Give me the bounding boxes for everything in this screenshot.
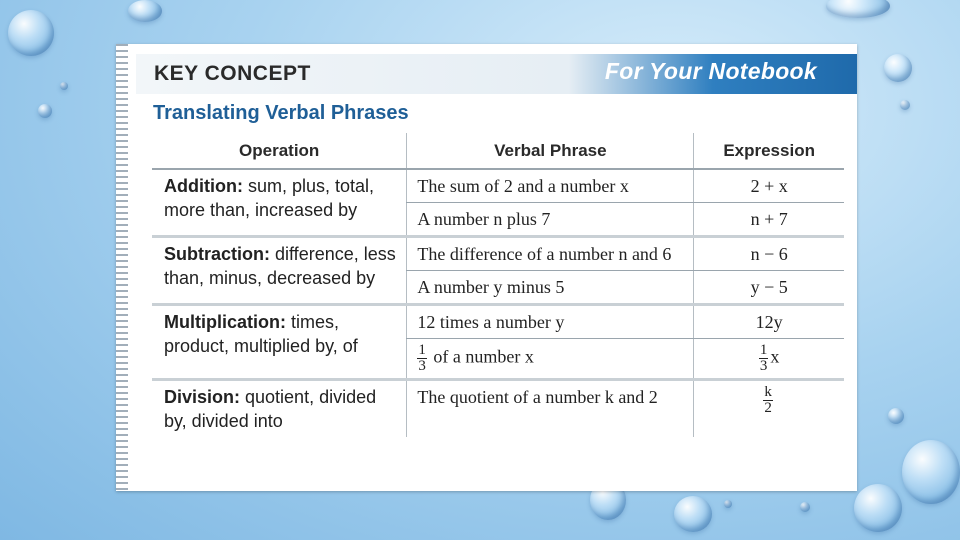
fraction-denominator: 2 <box>764 400 772 416</box>
fraction-denominator: 3 <box>418 358 426 374</box>
water-drop-icon <box>128 0 162 22</box>
verbal-phrase-cell <box>407 339 694 380</box>
header-expression: Expression <box>694 133 844 169</box>
water-drop-icon <box>900 100 910 110</box>
section-subtitle: Translating Verbal Phrases <box>153 102 409 124</box>
verbal-phrase-cell: The difference of a number n and 6 <box>407 237 694 271</box>
water-drop-icon <box>38 104 52 118</box>
key-concept-title: KEY CONCEPT <box>154 62 311 85</box>
header-operation: Operation <box>152 133 407 169</box>
water-drop-icon <box>854 484 902 532</box>
table-row <box>152 169 844 203</box>
operation-name: Subtraction: <box>164 244 270 264</box>
header-verbal-phrase: Verbal Phrase <box>407 133 694 169</box>
expression-cell <box>694 339 844 380</box>
operation-words: quotient, divided by, divided into <box>164 387 377 431</box>
verbal-phrase-cell: A number n plus 7 <box>407 203 694 237</box>
fraction-numerator: k <box>764 384 772 400</box>
water-drop-icon <box>8 10 54 56</box>
expression-cell: n − 6 <box>694 237 844 271</box>
fraction <box>759 343 769 374</box>
fraction-numerator: 1 <box>759 342 768 358</box>
operation-cell <box>152 237 407 305</box>
key-concept-card <box>116 44 857 491</box>
verbal-phrase-cell: The sum of 2 and a number x <box>407 169 694 203</box>
verbal-phrase-cell: 12 times a number y <box>407 305 694 339</box>
banner <box>136 54 857 94</box>
expression-cell: 12y <box>694 305 844 339</box>
expression-cell: 2 + x <box>694 169 844 203</box>
expression-cell <box>694 380 844 438</box>
expression-cell: n + 7 <box>694 203 844 237</box>
operation-name: Multiplication: <box>164 312 286 332</box>
water-drop-icon <box>884 54 912 82</box>
operation-words: sum, plus, total, more than, increased by <box>164 176 375 220</box>
verbal-phrase-cell: A number y minus 5 <box>407 271 694 305</box>
verbal-phrase-cell: The quotient of a number k and 2 <box>407 380 694 438</box>
expression-cell: y − 5 <box>694 271 844 305</box>
water-drop-icon <box>902 440 960 504</box>
table-row <box>152 237 844 271</box>
water-drop-icon <box>888 408 904 424</box>
phrases-table <box>152 133 844 437</box>
spiral-binding <box>116 44 128 491</box>
table-row <box>152 305 844 339</box>
water-drop-icon <box>800 502 810 512</box>
operation-cell <box>152 169 407 237</box>
operation-name: Addition: <box>164 176 243 196</box>
notebook-title: For Your Notebook <box>604 58 817 84</box>
water-drop-icon <box>724 500 732 508</box>
table-row <box>152 380 844 438</box>
fraction-denominator: 3 <box>759 358 768 374</box>
water-drop-icon <box>826 0 890 18</box>
operation-name: Division: <box>164 387 241 407</box>
operation-cell <box>152 380 407 438</box>
fraction-numerator: 1 <box>418 342 426 358</box>
operation-words: times, product, multiplied by, of <box>164 312 358 356</box>
operation-cell <box>152 305 407 380</box>
table-header-row <box>152 133 844 169</box>
expression-text: x <box>770 346 780 367</box>
fraction <box>417 343 427 374</box>
phrase-text: of a number x <box>428 346 534 367</box>
water-drop-icon <box>60 82 68 90</box>
water-drop-icon <box>674 496 712 532</box>
operation-words: difference, less than, minus, decreased by <box>164 244 396 288</box>
fraction <box>763 385 773 416</box>
